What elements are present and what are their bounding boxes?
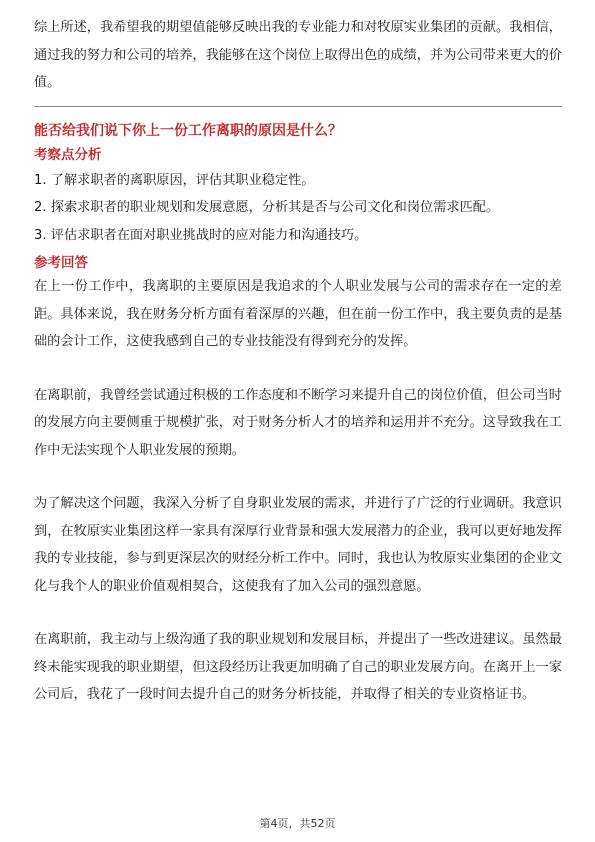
analysis-item: 2. 探索求职者的职业规划和发展意愿，分析其是否与公司文化和岗位需求匹配。 [34,200,500,215]
analysis-list [34,167,562,250]
analysis-item: 1. 了解求职者的离职原因，评估其职业稳定性。 [34,172,315,188]
answer-heading: 参考回答 [34,255,88,271]
answer-paragraph: 在离职前，我曾经尝试通过积极的工作态度和不断学习来提升自己的岗位价值，但公司当时的发展方向主要侧重于规模扩张，对于财务分析人才的培养和运用并不充分。这导致我在工作中无法实现个人职业发展的预期。 [34,387,562,458]
answer-paragraph: 为了解决这个问题，我深入分析了自身职业发展的需求，并进行了广泛的行业调研。我意识到，在牧原实业集团这样一家具有深厚行业背景和强大发展潜力的企业，我可以更好地发挥我的专业技能，参与到更深层次的财经分析工作中。同时，我也认为牧原实业集团的企业文化与我个人的职业价值观相契合，这使我有了加入公司的强烈意愿。 [34,496,562,594]
analysis-heading: 考察点分析 [34,146,102,163]
intro-paragraph: 综上所述，我希望我的期望值能够反映出我的专业能力和对牧原实业集团的贡献。我相信，通过我的努力和公司的培养，我能够在这个岗位上取得出色的成绩，并为公司带来更大的价值。 [34,20,562,90]
page-number: 第4页，共52页 [259,817,336,830]
section-divider [34,106,562,107]
analysis-item: 3. 评估求职者在面对职业挑战时的应对能力和沟通技巧。 [34,227,368,243]
question-title: 能否给我们说下你上一份工作离职的原因是什么？ [34,122,342,139]
answer-body [34,273,562,709]
answer-paragraph: 在上一份工作中，我离职的主要原因是我追求的个人职业发展与公司的需求存在一定的差距。具体来说，我在财务分析方面有着深厚的兴趣，但在前一份工作中，我主要负责的是基础的会计工作，这使我感到自己的专业技能没有得到充分的发挥。 [34,279,562,349]
answer-paragraph: 在离职前，我主动与上级沟通了我的职业规划和发展目标，并提出了一些改进建议。虽然最终未能实现我的职业期望，但这段经历让我更加明确了自己的职业发展方向。在离开上一家公司后，我花了一段时间去提升自己的财务分析技能，并取得了相关的专业资格证书。 [34,632,562,702]
page-content [34,14,562,709]
